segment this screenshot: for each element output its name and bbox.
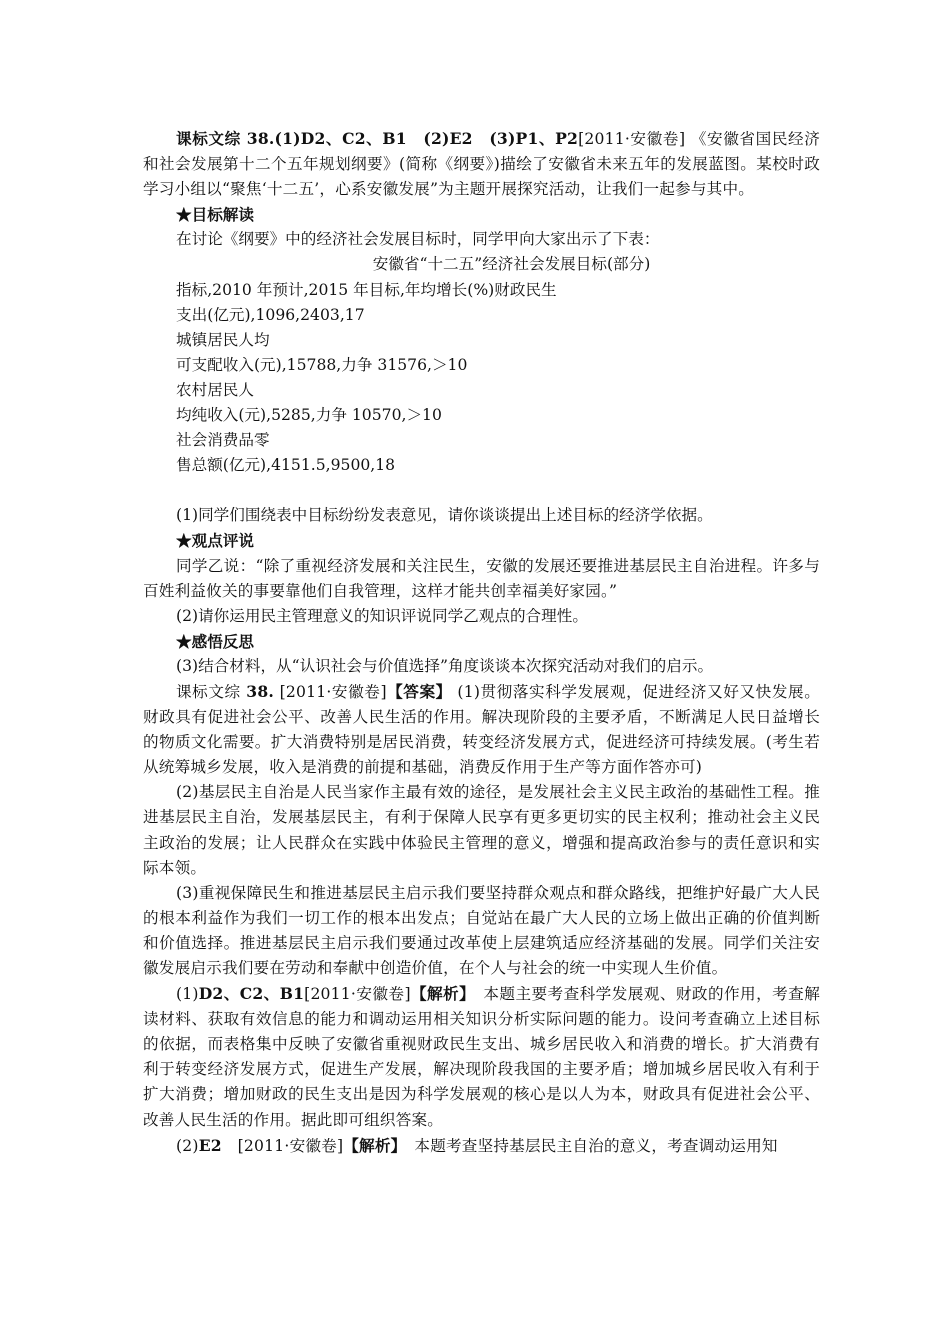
question-heading: 课标文综 38.(1)D2、C2、B1 (2)E2 (3)P1、P2 [176, 129, 579, 148]
explanation-2 [143, 1133, 820, 1159]
section-reflect-heading: ★感悟反思 [176, 631, 254, 651]
explanation-2-prefix: (2) [176, 1136, 199, 1155]
table-title: 安徽省“十二五”经济社会发展目标(部分) [372, 255, 651, 274]
explanation-1-source: [2011·安徽卷] [304, 985, 411, 1004]
answer-1-text: (1)贯彻落实科学发展观，促进经济又好又快发展。财政具有促进社会公平、改善人民生活的作用。解决现阶段的主要矛盾，不断满足人民日益增长的物质文化需要。扩大消费特别是居民消费，转变经济发展方式，促进经济可持续发展。(考生若从统筹城乡发展，收入是消费的前提和基础，消费反作用于生产等方面作答亦可) [143, 682, 820, 777]
question-2: (2)请你运用民主管理意义的知识评说同学乙观点的合理性。 [176, 606, 588, 625]
table-line: 指标,2010 年预计,2015 年目标,年均增长(%)财政民生 [176, 280, 557, 299]
question-intro [143, 126, 820, 202]
section-goal-text: 在讨论《纲要》中的经济社会发展目标时，同学甲向大家出示了下表： [176, 230, 660, 249]
answer-heading-number: 38. [246, 681, 275, 701]
explanation-1-tag: 【解析】 [410, 984, 468, 1004]
answer-source: [2011·安徽卷] [274, 682, 387, 701]
table-line: 城镇居民人均 [176, 330, 270, 349]
explanation-1-text: 本题主要考查科学发展观、财政的作用，考查解读材料、获取有效信息的能力和调动运用相关知识分析实际问题的能力。设问考查确立上述目标的依据，而表格集中反映了安徽省重视财政民生支出、城乡居民收入和消费的增长。扩大消费有利于转变经济发展方式，促进生产发展，解决现阶段我国的主要矛盾；增加城乡居民收入有利于扩大消费；增加财政的民生支出是因为科学发展观的核心是以人为本，财政具有促进社会公平、改善人民生活的作用。据此即可组织答案。 [143, 985, 820, 1129]
blank-line [143, 478, 820, 503]
explanation-2-tag: 【解析】 [343, 1135, 399, 1155]
table-line: 社会消费品零 [176, 431, 270, 450]
table-line: 农村居民人 [176, 380, 254, 399]
section-goal-heading: ★目标解读 [176, 205, 254, 225]
answer-heading-prefix: 课标文综 [176, 682, 247, 701]
explanation-2-code: E2 [198, 1135, 222, 1155]
explanation-1-prefix: (1) [176, 985, 199, 1004]
question-1: (1)同学们围绕表中目标纷纷发表意见，请你谈谈提出上述目标的经济学依据。 [176, 506, 713, 525]
answer-2: (2)基层民主自治是人民当家作主最有效的途径，是发展社会主义民主政治的基础性工程。推进基层民主自治，发展基层民主，有利于保障人民享有更多更切实的民主权利；推动社会主义民主政治的发展；让人民群众在实践中体验民主管理的意义，增强和提高政治参与的责任意识和实际本领。 [143, 783, 820, 877]
explanation-2-source: [2011·安徽卷] [221, 1136, 344, 1155]
answer-tag: 【答案】 [386, 681, 452, 701]
answer-3: (3)重视保障民生和推进基层民主启示我们要坚持群众观点和群众路线，把维护好最广大人民的根本利益作为我们一切工作的根本出发点；自觉站在最广大人民的立场上做出正确的价值判断和价值选择。推进基层民主启示我们要通过改革使上层建筑适应经济基础的发展。同学们关注安徽发展启示我们要在劳动和奉献中创造价值，在个人与社会的统一中实现人生价值。 [143, 883, 820, 977]
explanation-2-text: 本题考查坚持基层民主自治的意义，考查调动运用知 [398, 1136, 778, 1155]
section-view-heading: ★观点评说 [176, 531, 254, 551]
table-line: 可支配收入(元),15788,力争 31576,＞10 [176, 355, 468, 374]
question-intro-text: [2011·安徽卷] 《安徽省国民经济和社会发展第十二个五年规划纲要》(简称《纲要》)描绘了安徽省未来五年的发展蓝图。某校时政学习小组以“聚焦‘十二五’，心系安徽发展”为主题开展探究活动，让我们一起参与其中。 [143, 130, 820, 199]
explanation-1 [143, 981, 820, 1133]
explanation-1-code: D2、C2、B1 [198, 984, 305, 1004]
table-line: 支出(亿元),1096,2403,17 [176, 305, 365, 324]
question-3: (3)结合材料，从“认识社会与价值选择”角度谈谈本次探究活动对我们的启示。 [176, 656, 714, 675]
section-view-text: 同学乙说：“除了重视经济发展和关注民生，安徽的发展还要推进基层民主自治进程。许多与百姓利益攸关的事要靠他们自我管理，这样才能共创幸福美好家园。” [143, 556, 820, 600]
answer-1 [143, 679, 820, 780]
table-text [143, 278, 820, 479]
table-line: 售总额(亿元),4151.5,9500,18 [176, 456, 396, 475]
table-line: 均纯收入(元),5285,力争 10570,＞10 [176, 406, 442, 425]
